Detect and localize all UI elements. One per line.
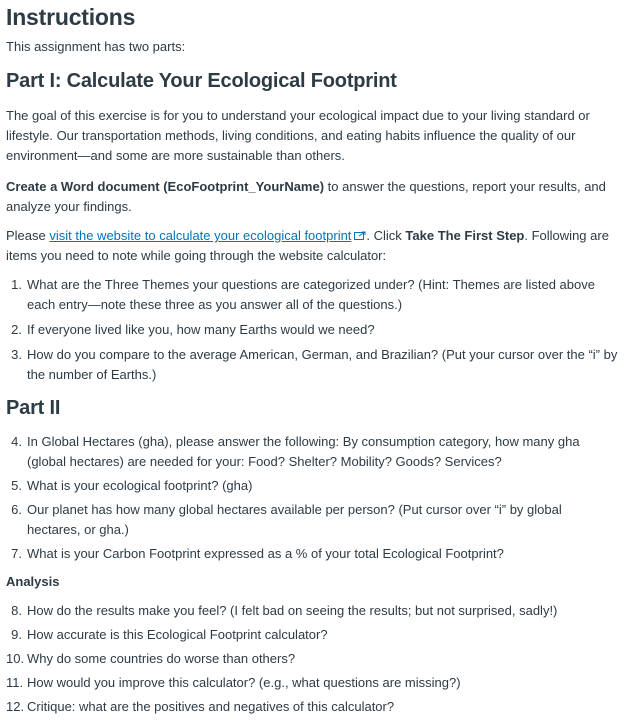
question-number: 1. [11, 277, 22, 292]
list-item [6, 673, 618, 693]
click-prefix: . Click [366, 228, 406, 243]
question-number: 12. [6, 699, 25, 714]
please-prefix: Please [6, 228, 50, 243]
part2-question-list [6, 432, 618, 564]
part2-title: Part II [6, 397, 61, 419]
question-text: Critique: what are the positives and negatives of this calculator? [27, 699, 395, 714]
list-item [6, 697, 618, 717]
list-item [6, 275, 618, 315]
question-text: In Global Hectares (gha), please answer the following: By consumption category, how many gha (global hectares) are needed for your: Food? Shelter? Mobility? Goods? Services? [27, 434, 580, 469]
external-link-icon[interactable] [354, 227, 366, 237]
question-text: How accurate is this Ecological Footprint calculator? [27, 627, 328, 642]
question-number: 9. [11, 627, 22, 642]
question-text: How do the results make you feel? (I felt bad on seeing the results; but not surprised, sadly!) [27, 603, 558, 618]
question-number: 10. [6, 651, 25, 666]
list-item [6, 500, 618, 540]
list-item [6, 649, 618, 669]
question-number: 2. [11, 322, 22, 337]
list-item [6, 345, 618, 385]
create-document-bold: Create a Word document (EcoFootprint_YourName) [6, 179, 325, 194]
question-number: 8. [11, 603, 22, 618]
click-rest: . Following are items you need to note while going through the website calculator: [6, 228, 609, 263]
intro-text: This assignment has two parts: [6, 39, 186, 54]
click-bold: Take The First Step [405, 228, 525, 243]
question-text: If everyone lived like you, how many Earths would we need? [27, 322, 375, 337]
list-item [6, 476, 618, 496]
part1-title: Part I: Calculate Your Ecological Footprint [6, 70, 397, 92]
list-item [6, 320, 618, 340]
analysis-heading: Analysis [6, 574, 60, 589]
question-text: How would you improve this calculator? (e.g., what questions are missing?) [27, 675, 461, 690]
goal-paragraph: The goal of this exercise is for you to understand your ecological impact due to your living standard or lifestyle. Our transportation methods, living conditions, and eating habits influence the quality of our environment—and some are more sustainable than others. [6, 108, 590, 163]
calculator-link[interactable]: visit the website to calculate your ecological footprint [49, 228, 352, 243]
create-document-paragraph [6, 177, 618, 217]
question-text: What are the Three Themes your questions are categorized under? (Hint: Themes are listed above each entry—note these three as you answer all of the questions.) [27, 277, 595, 312]
question-text: What is your Carbon Footprint expressed as a % of your total Ecological Footprint? [27, 546, 504, 561]
question-number: 11. [6, 675, 24, 690]
create-document-rest: to answer the questions, report your results, and analyze your findings. [6, 179, 606, 214]
question-text: Our planet has how many global hectares available per person? (Put cursor over “i” by global hectares, or gha.) [27, 502, 562, 537]
list-item [6, 625, 618, 645]
question-number: 5. [11, 478, 22, 493]
part1-question-list [6, 275, 618, 385]
question-number: 4. [11, 434, 22, 449]
list-item [6, 544, 618, 564]
question-text: How do you compare to the average American, German, and Brazilian? (Put your cursor over the “i” by the number of Earths.) [27, 347, 618, 382]
list-item [6, 601, 618, 621]
page-title: Instructions [6, 4, 136, 30]
analysis-question-list [6, 601, 618, 717]
list-item [6, 432, 618, 472]
question-text: Why do some countries do worse than others? [27, 651, 296, 666]
question-number: 6. [11, 502, 22, 517]
question-text: What is your ecological footprint? (gha) [27, 478, 253, 493]
question-number: 3. [11, 347, 22, 362]
calculator-paragraph [6, 226, 618, 266]
question-number: 7. [11, 546, 22, 561]
